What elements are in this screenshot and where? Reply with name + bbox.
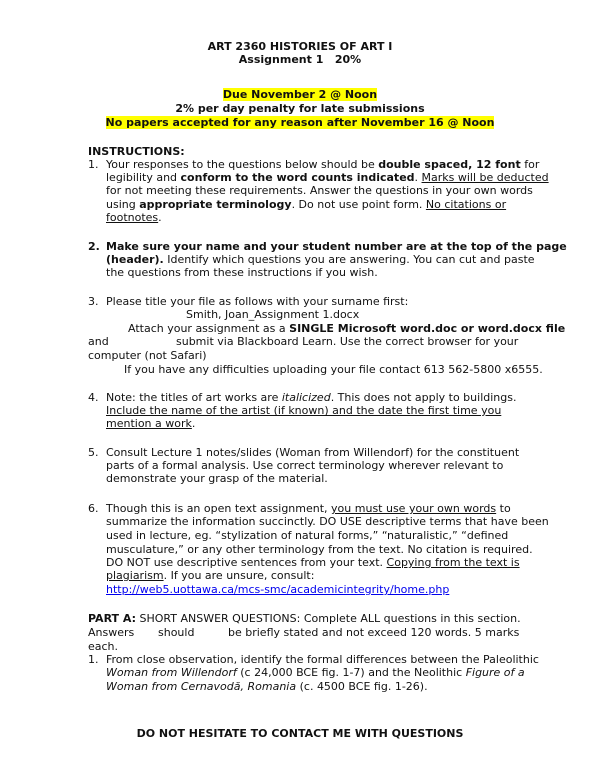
course-title: ART 2360 HISTORIES OF ART I: [207, 40, 393, 53]
due-date: Due November 2 @ Noon: [222, 88, 378, 101]
item1-line5: footnotes.: [106, 211, 162, 224]
item3-filename-example: Smith, Joan_Assignment 1.docx: [186, 308, 360, 321]
item4-line2: Include the name of the artist (if known) and the date the first time you: [106, 404, 502, 417]
part-a-line3: each.: [88, 640, 119, 653]
assignment-line: [0, 53, 600, 67]
item2-line1: Make sure your name and your student number are at the top of the page: [106, 240, 567, 253]
academic-integrity-link[interactable]: [106, 583, 449, 597]
item6-line1: Though this is an open text assignment, you must use your own words to: [106, 502, 511, 515]
question1-line1: From close observation, identify the formal differences between the Paleolithic: [106, 653, 539, 666]
item6-line3: used in lecture, eg. “stylization of natural forms,” “naturalistic,” “defined: [106, 529, 509, 542]
question1-line3: Woman from Cernavodă, Romania (c. 4500 BCE fig. 1-26).: [106, 680, 428, 693]
item6-line4: musculature,” or any other terminology from the text. No citation is required.: [106, 543, 533, 556]
item2-line3: the questions from these instructions if you wish.: [106, 266, 378, 279]
instructions-heading: INSTRUCTIONS:: [88, 145, 185, 158]
item-number: 3.: [88, 295, 99, 308]
cutoff-line: [0, 116, 600, 130]
footer-contact-note: DO NOT HESITATE TO CONTACT ME WITH QUESTIONS: [136, 727, 464, 740]
item4-line1: Note: the titles of art works are italicized. This does not apply to buildings.: [106, 391, 517, 404]
assignment-weight: 20%: [334, 53, 362, 66]
item5-line2: parts of a formal analysis. Use correct terminology wherever relevant to: [106, 459, 504, 472]
item-number: 5.: [88, 446, 99, 459]
item1-line1: Your responses to the questions below should be double spaced, 12 font for: [106, 158, 540, 171]
item3-line6: If you have any difficulties uploading your file contact 613 562-5800 x6555.: [124, 363, 543, 376]
item3-line1: Please title your file as follows with your surname first:: [106, 295, 409, 308]
part-a-heading: PART A:: [88, 612, 136, 625]
item3-line4a: and: [88, 335, 109, 348]
late-penalty: 2% per day penalty for late submissions: [175, 102, 425, 115]
question-number: 1.: [88, 653, 99, 666]
item-number: 1.: [88, 158, 99, 171]
item1-line3: for not meeting these requirements. Answer the questions in your own words: [106, 184, 533, 197]
item3-line4b: submit via Blackboard Learn. Use the correct browser for your: [176, 335, 519, 348]
due-date-line: [0, 88, 600, 102]
part-a-line1: PART A: SHORT ANSWER QUESTIONS: Complete ALL questions in this section.: [88, 612, 521, 625]
item6-line2: summarize the information succinctly. DO USE descriptive terms that have been: [106, 515, 549, 528]
item-number: 6.: [88, 502, 99, 515]
academic-integrity-url[interactable]: http://web5.uottawa.ca/mcs-smc/academicintegrity/home.php: [106, 583, 450, 596]
item3-line3: Attach your assignment as a SINGLE Microsoft word.doc or word.docx file: [128, 322, 566, 335]
item-number: 4.: [88, 391, 99, 404]
part-a-line2c: be briefly stated and not exceed 120 words. 5 marks: [228, 626, 520, 639]
part-a-line2a: Answers: [88, 626, 135, 639]
item5-line3: demonstrate your grasp of the material.: [106, 472, 328, 485]
cutoff-notice: No papers accepted for any reason after November 16 @ Noon: [105, 116, 495, 129]
assignment-label: Assignment 1: [238, 53, 324, 66]
item6-line5: DO NOT use descriptive sentences from your text. Copying from the text is: [106, 556, 520, 569]
item1-line2: legibility and conform to the word counts indicated. Marks will be deducted: [106, 171, 549, 184]
question1-line2: Woman from Willendorf (c 24,000 BCE fig. 1-7) and the Neolithic Figure of a: [106, 666, 525, 679]
item6-line6: plagiarism. If you are unsure, consult:: [106, 569, 315, 582]
item2-line2: (header). Identify which questions you are answering. You can cut and paste: [106, 253, 535, 266]
item-number: 2.: [88, 240, 100, 253]
item4-line3: mention a work.: [106, 417, 196, 430]
item1-line4: using appropriate terminology. Do not use point form. No citations or: [106, 198, 507, 211]
part-a-line2b: should: [158, 626, 195, 639]
item3-line5: computer (not Safari): [88, 349, 207, 362]
item5-line1: Consult Lecture 1 notes/slides (Woman from Willendorf) for the constituent: [106, 446, 520, 459]
